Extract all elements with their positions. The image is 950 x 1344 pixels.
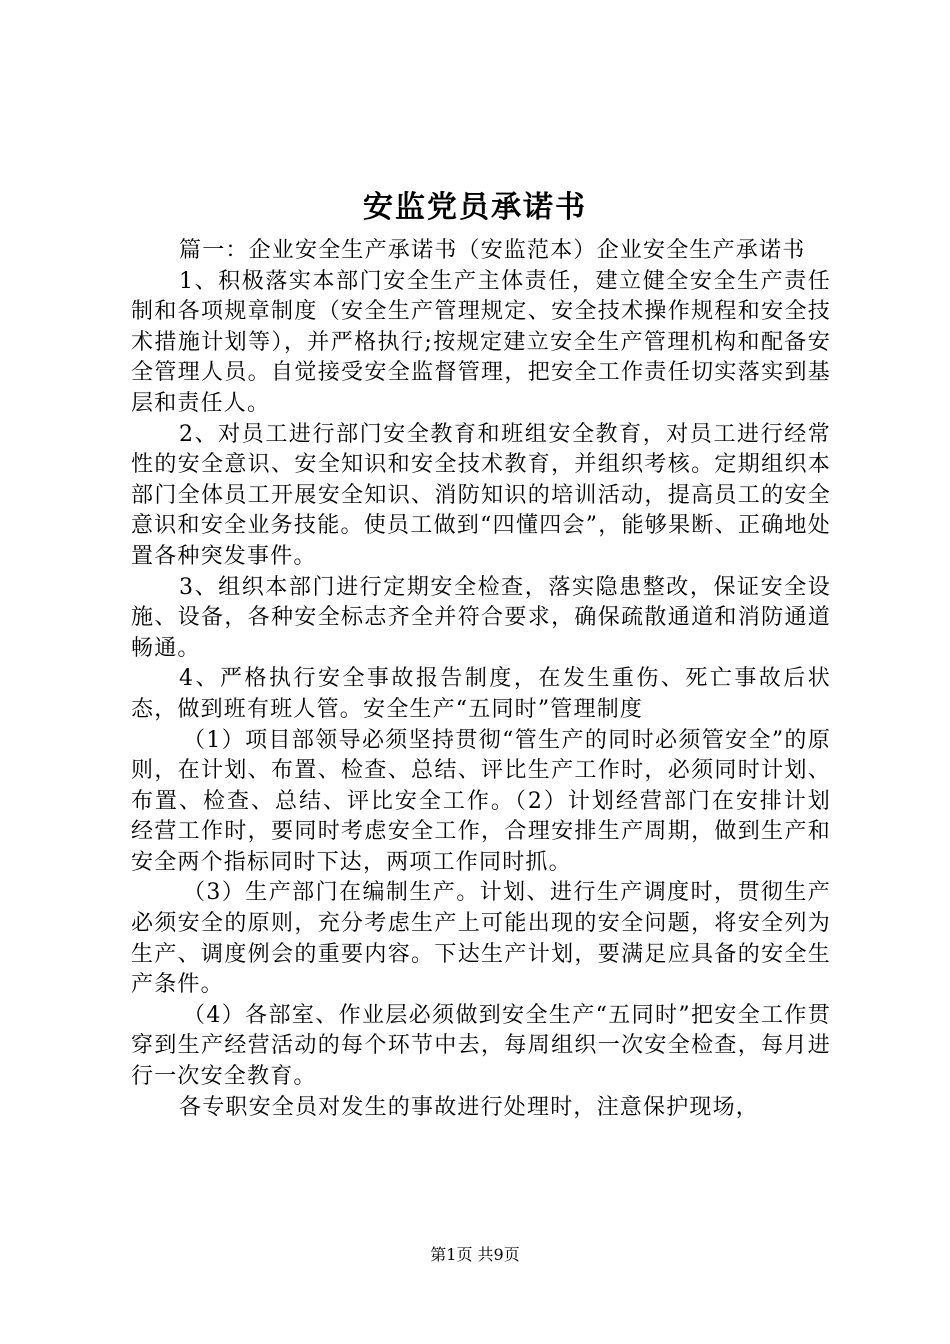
paragraph-sub-3: （3）生产部门在编制生产。计划、进行生产调度时，贯彻生产必须安全的原则，充分考虑生产上可能出现的安全问题，将安全列为生产、调度例会的重要内容。下达生产计划，要满足应具备的安全生产条件。 bbox=[131, 880, 831, 998]
paragraph-closing: 各专职安全员对发生的事故进行处理时，注意保护现场， bbox=[179, 1094, 760, 1120]
paragraph-item-2: 2、对员工进行部门安全教育和班组安全教育，对员工进行经常性的安全意识、安全知识和安全技术教育，并组织考核。定期组织本部门全体员工开展安全知识、消防知识的培训活动，提高员工的安全意识和安全业务技能。使员工做到“四懂四会”，能够果断、正确地处置各种突发事件。 bbox=[131, 421, 831, 569]
paragraph-intro: 篇一：企业安全生产承诺书（安监范本）企业安全生产承诺书 bbox=[179, 238, 806, 263]
document-title: 安监党员承诺书 bbox=[363, 190, 587, 225]
paragraph-sub-1: （1）项目部领导必须坚持贯彻“管生产的同时必须管安全”的原则，在计划、布置、检查、总结、评比生产工作时，必须同时计划、布置、检查、总结、评比安全工作。（2）计划经营部门在安排计划经营工作时，要同时考虑安全工作，合理安排生产周期，做到生产和安全两个指标同时下达，两项工作同时抓。 bbox=[131, 727, 831, 875]
document-body bbox=[131, 236, 831, 1123]
paragraph-sub-4: （4）各部室、作业层必须做到安全生产“五同时”把安全工作贯穿到生产经营活动的每个环节中去，每周组织一次安全检查，每月进行一次安全教育。 bbox=[131, 1002, 831, 1090]
page-number-footer: 第1页 共9页 bbox=[430, 1245, 520, 1264]
paragraph-item-3: 3、组织本部门进行定期安全检查，落实隐患整改，保证安全设施、设备，各种安全标志齐全并符合要求，确保疏散通道和消防通道畅通。 bbox=[131, 574, 831, 661]
paragraph-item-1: 1、积极落实本部门安全生产主体责任，建立健全安全生产责任制和各项规章制度（安全生产管理规定、安全技术操作规程和安全技术措施计划等），并严格执行;按规定建立安全生产管理机构和配备安全管理人员。自觉接受安全监督管理，把安全工作责任切实落实到基层和责任人。 bbox=[131, 268, 831, 416]
paragraph-item-4: 4、严格执行安全事故报告制度，在发生重伤、死亡事故后状态，做到班有班人管。安全生产“五同时”管理制度 bbox=[131, 666, 831, 722]
